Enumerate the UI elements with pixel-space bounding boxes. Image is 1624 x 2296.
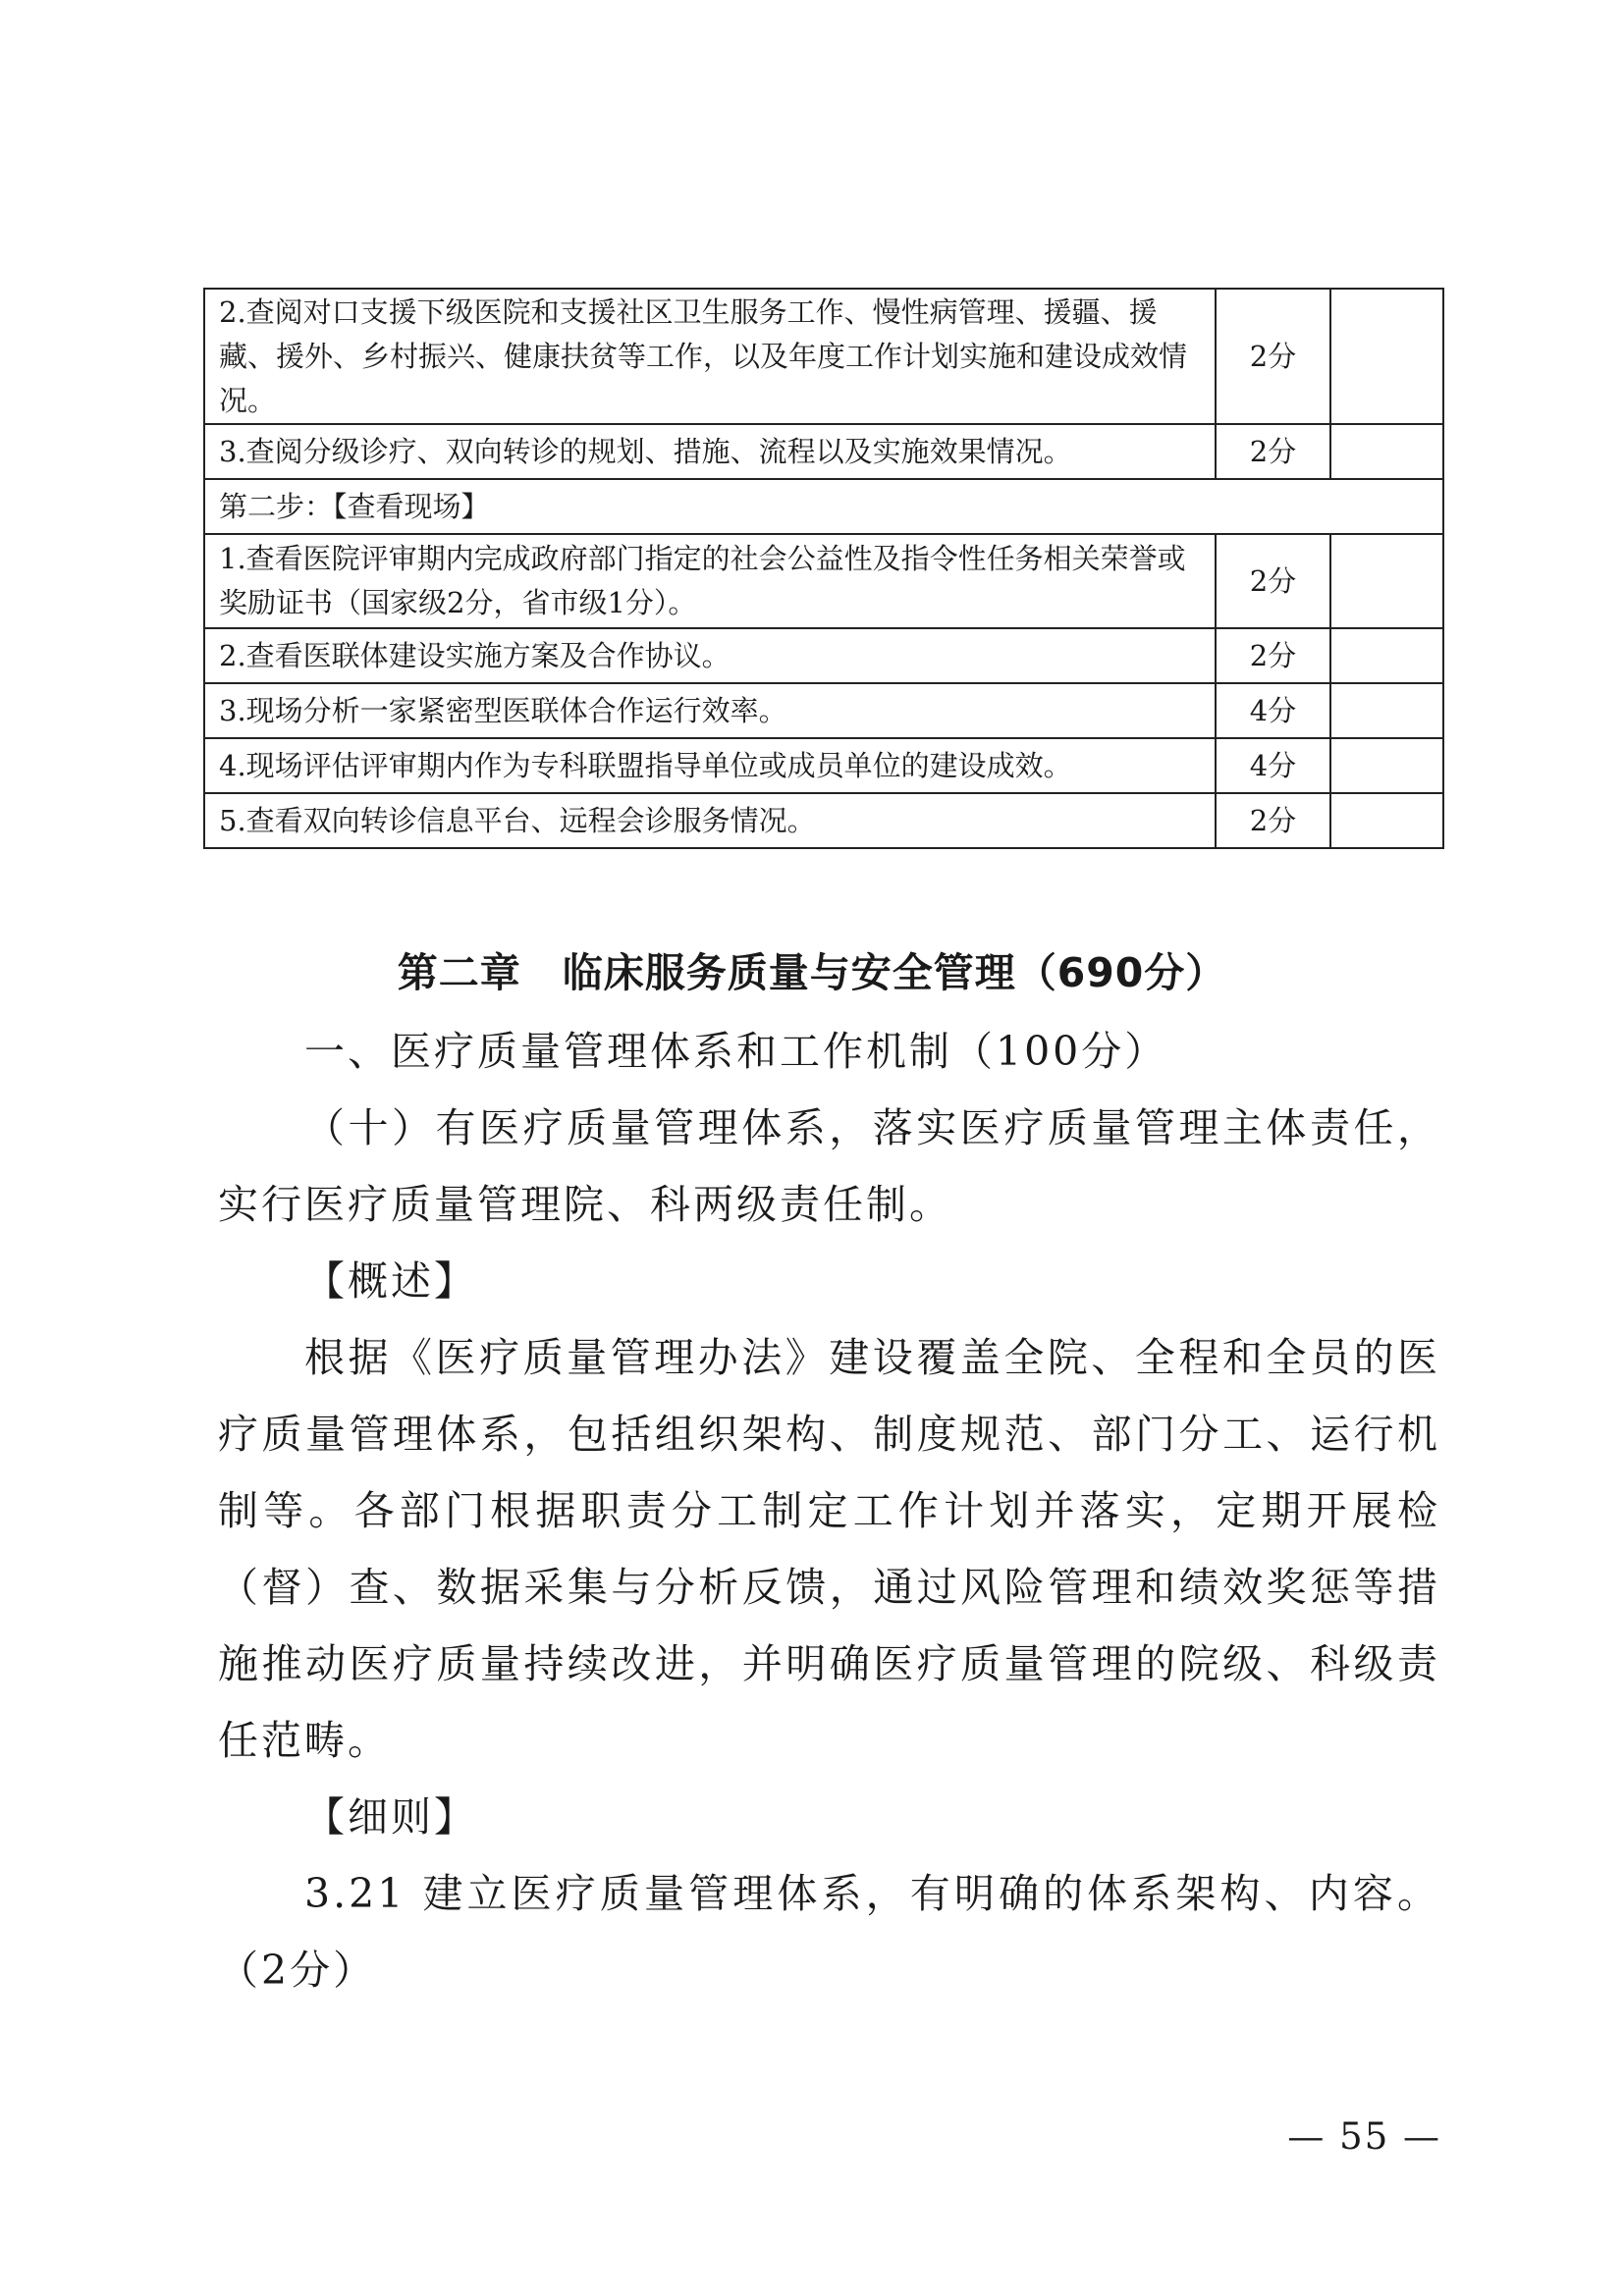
scoring-table — [203, 288, 1444, 849]
blank-cell — [1330, 738, 1443, 793]
item-text: 3.查阅分级诊疗、双向转诊的规划、措施、流程以及实施效果情况。 — [204, 424, 1216, 479]
item-text: 2.查看医联体建设实施方案及合作协议。 — [204, 628, 1216, 683]
item-text: 4.现场评估评审期内作为专科联盟指导单位或成员单位的建设成效。 — [204, 738, 1216, 793]
blank-cell — [1330, 534, 1443, 628]
detail-text: 3.21 建立医疗质量管理体系，有明确的体系架构、内容。（2分） — [218, 1870, 1440, 1994]
blank-cell — [1330, 628, 1443, 683]
chapter-title: 第二章 临床服务质量与安全管理（690分） — [397, 949, 1227, 996]
blank-cell — [1330, 424, 1443, 479]
table-row — [204, 683, 1443, 738]
table-row — [204, 738, 1443, 793]
blank-cell — [1330, 793, 1443, 848]
item-score: 4分 — [1216, 683, 1330, 738]
item-score: 2分 — [1216, 424, 1330, 479]
item-text: 3.现场分析一家紧密型医联体合作运行效率。 — [204, 683, 1216, 738]
page-number: — 55 — — [1287, 2115, 1441, 2158]
item-text: 1.查看医院评审期内完成政府部门指定的社会公益性及指令性任务相关荣誉或奖励证书（国家级2分，省市级1分）。 — [204, 534, 1216, 628]
item-score: 2分 — [1216, 289, 1330, 424]
table-row — [204, 424, 1443, 479]
blank-cell — [1330, 683, 1443, 738]
table-row — [204, 289, 1443, 424]
section-title: 一、医疗质量管理体系和工作机制（100分） — [304, 1028, 1168, 1075]
detail-heading: 【细则】 — [304, 1793, 477, 1841]
item-text: 2.查阅对口支援下级医院和支援社区卫生服务工作、慢性病管理、援疆、援藏、援外、乡村振兴、健康扶贫等工作，以及年度工作计划实施和建设成效情况。 — [204, 289, 1216, 424]
item-score: 2分 — [1216, 793, 1330, 848]
item-text: 5.查看双向转诊信息平台、远程会诊服务情况。 — [204, 793, 1216, 848]
blank-cell — [1330, 289, 1443, 424]
item-score: 2分 — [1216, 628, 1330, 683]
table-row — [204, 793, 1443, 848]
item-score: 2分 — [1216, 534, 1330, 628]
table-row — [204, 628, 1443, 683]
table-row — [204, 534, 1443, 628]
clause-text: （十）有医疗质量管理体系，落实医疗质量管理主体责任，实行医疗质量管理院、科两级责任制。 — [218, 1104, 1440, 1228]
overview-text: 根据《医疗质量管理办法》建设覆盖全院、全程和全员的医疗质量管理体系，包括组织架构、制度规范、部门分工、运行机制等。各部门根据职责分工制定工作计划并落实，定期开展检（督）查、数据采集与分析反馈，通过风险管理和绩效奖惩等措施推动医疗质量持续改进，并明确医疗质量管理的院级、科级责任范畴。 — [218, 1334, 1440, 1764]
table-row-step-header — [204, 479, 1443, 534]
step-heading: 第二步：【查看现场】 — [204, 479, 1443, 534]
item-score: 4分 — [1216, 738, 1330, 793]
overview-heading: 【概述】 — [304, 1257, 477, 1305]
